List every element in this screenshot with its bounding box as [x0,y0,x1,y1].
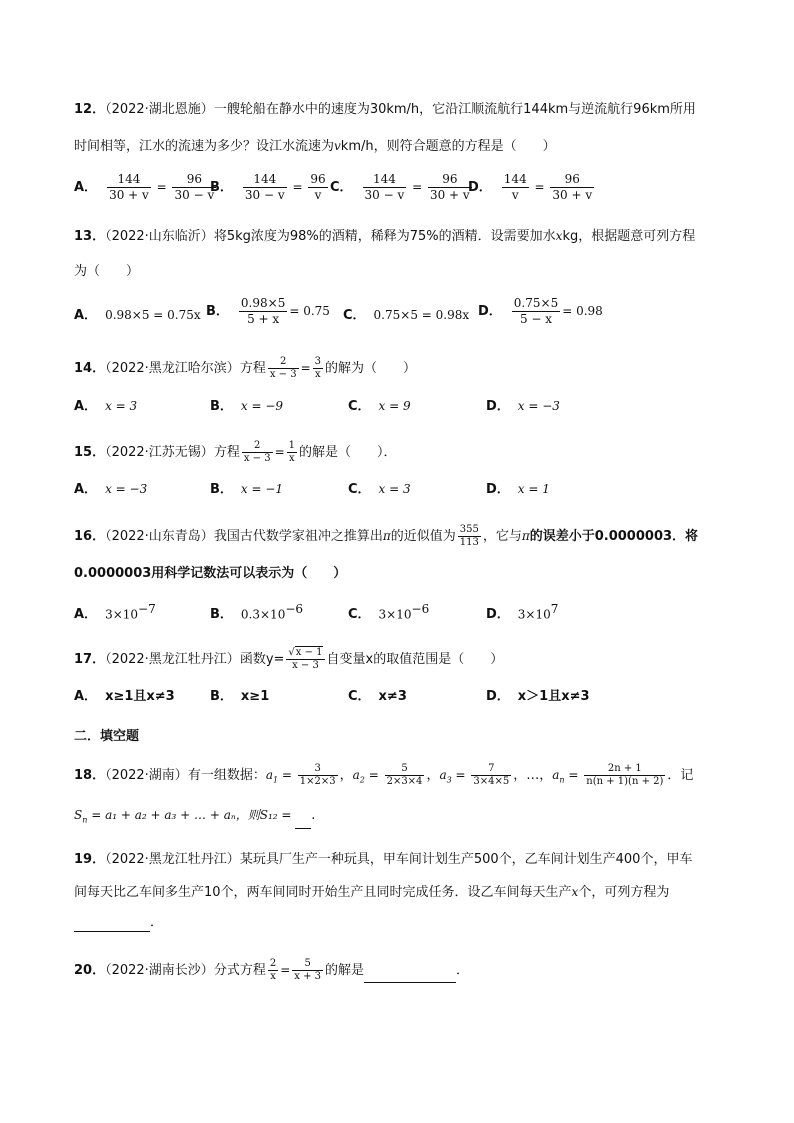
q12-option-c[interactable]: C． $\frac{144}{30 - v}$ = $\frac{96}{30 + v}$ [330,172,470,202]
q15-option-b[interactable]: B． x = −1 [210,482,284,497]
q20-line: 20．（2022·湖南长沙）分式方程 $\frac{2}{x}$ = $\frac{5}{x + 3}$ 的解是 ． [74,958,470,982]
q15-option-d[interactable]: D． x = 1 [486,482,550,497]
q12-option-d[interactable]: D． $\frac{144}{v}$ = $\frac{96}{30 + v}$ [468,172,593,202]
q19-answer-blank[interactable] [74,917,150,932]
q12-line2: 时间相等，江水的流速为多少？设江水流速为vkm/h，则符合题意的方程是（ ） [74,139,556,154]
q14-line: 14．（2022·黑龙江哈尔滨）方程 $\frac{2}{x - 3}$ = $\frac{3}{x}$ 的解为（ ） [74,356,417,380]
q15-option-a[interactable]: A． x = −3 [74,482,148,497]
q15-line: 15．（2022·江苏无锡）方程 $\frac{2}{x - 3}$ = $\frac{1}{x}$ 的解是（ ）． [74,440,397,464]
q19-line1: 19．（2022·黑龙江牡丹江）某玩具厂生产一种玩具，甲车间计划生产500个，乙车间计划生产400个，甲车 [74,852,693,867]
q20-answer-blank[interactable] [364,968,456,983]
q12-line1: 12．（2022·湖北恩施）一艘轮船在静水中的速度为30km/h，它沿江顺流航行144km与逆流航行96km所用 [74,102,696,117]
q16-line1: 16．（2022·山东青岛）我国古代数学家祖冲之推算出π的近似值为 $\frac{355}{113}$ ，它与π的误差小于0.0000003．将 [74,524,699,548]
q14-option-c[interactable]: C． x = 9 [348,399,411,414]
q12-option-b[interactable]: B． $\frac{144}{30 - v}$ = $\frac{96}{v}$ [210,172,326,202]
q18-line1: 18．（2022·湖南）有一组数据：$a_1$ = $\frac{3}{1\times 2\times 3}$ ，$a_2$ = $\frac{5}{2\times 3\times 4}$ ，$a_3$ = $\frac{7}{3\times 4\times 5}$ ，…，$a_n$ = $\frac{2n + 1}{n(n + 1)(n + 2)}$ ．记 [74,763,694,787]
q16-option-a[interactable]: A． $3\times 10^{-7}$ [74,602,156,623]
q12-option-a[interactable]: A． $\frac{144}{30 + v}$ = $\frac{96}{30 - v}$ [74,172,215,202]
q14-option-b[interactable]: B． x = −9 [210,399,284,414]
q17-line: 17．（2022·黑龙江牡丹江）函数y= $\frac{√x - 1}{x - 3}$ 自变量x的取值范围是（ ） [74,647,504,671]
section-fill-in-heading: 二．填空题 [74,729,140,744]
q13-option-d[interactable]: D． $\frac{0.75\times 5}{5 - x}$ = 0.98 [478,296,603,326]
q16-option-c[interactable]: C． $3\times 10^{-6}$ [348,602,430,623]
q14-option-d[interactable]: D． x = −3 [486,399,560,414]
q17-option-c[interactable]: C． x≠3 [348,689,407,704]
q17-option-b[interactable]: B． x≥1 [210,689,270,704]
q13-option-a[interactable]: A． 0.98×5 = 0.75x [74,308,201,323]
q17-option-a[interactable]: A． x≥1且x≠3 [74,689,175,704]
q19-line3: ． [74,914,163,932]
q19-line2: 间每天比乙车间多生产10个，两车间同时开始生产且同时完成任务．设乙车间每天生产x个，可列方程为 [74,885,670,900]
q13-option-b[interactable]: B． $\frac{0.98\times 5}{5 + x}$ = 0.75 [206,296,330,326]
q16-option-b[interactable]: B． $0.3\times 10^{-6}$ [210,602,304,623]
q13-line2: 为（ ） [74,264,140,279]
q16-line2: 0.0000003用科学记数法可以表示为（ ） [74,566,347,581]
q13-option-c[interactable]: C． 0.75×5 = 0.98x [343,308,470,323]
q14-option-a[interactable]: A． x = 3 [74,399,138,414]
q15-option-c[interactable]: C． x = 3 [348,482,411,497]
q17-option-d[interactable]: D． x＞1且x≠3 [486,689,590,704]
q13-line1: 13．（2022·山东临沂）将5kg浓度为98%的酒精，稀释为75%的酒精．设需要加水xkg，根据题意可列方程 [74,229,696,244]
q18-line2: $S_n = a_1 + a_2 + a_3$ + … + aₙ，则S₁₂ = . [74,806,315,829]
q18-answer-blank[interactable] [295,828,311,829]
q16-option-d[interactable]: D． $3\times 10^7$ [486,602,559,623]
